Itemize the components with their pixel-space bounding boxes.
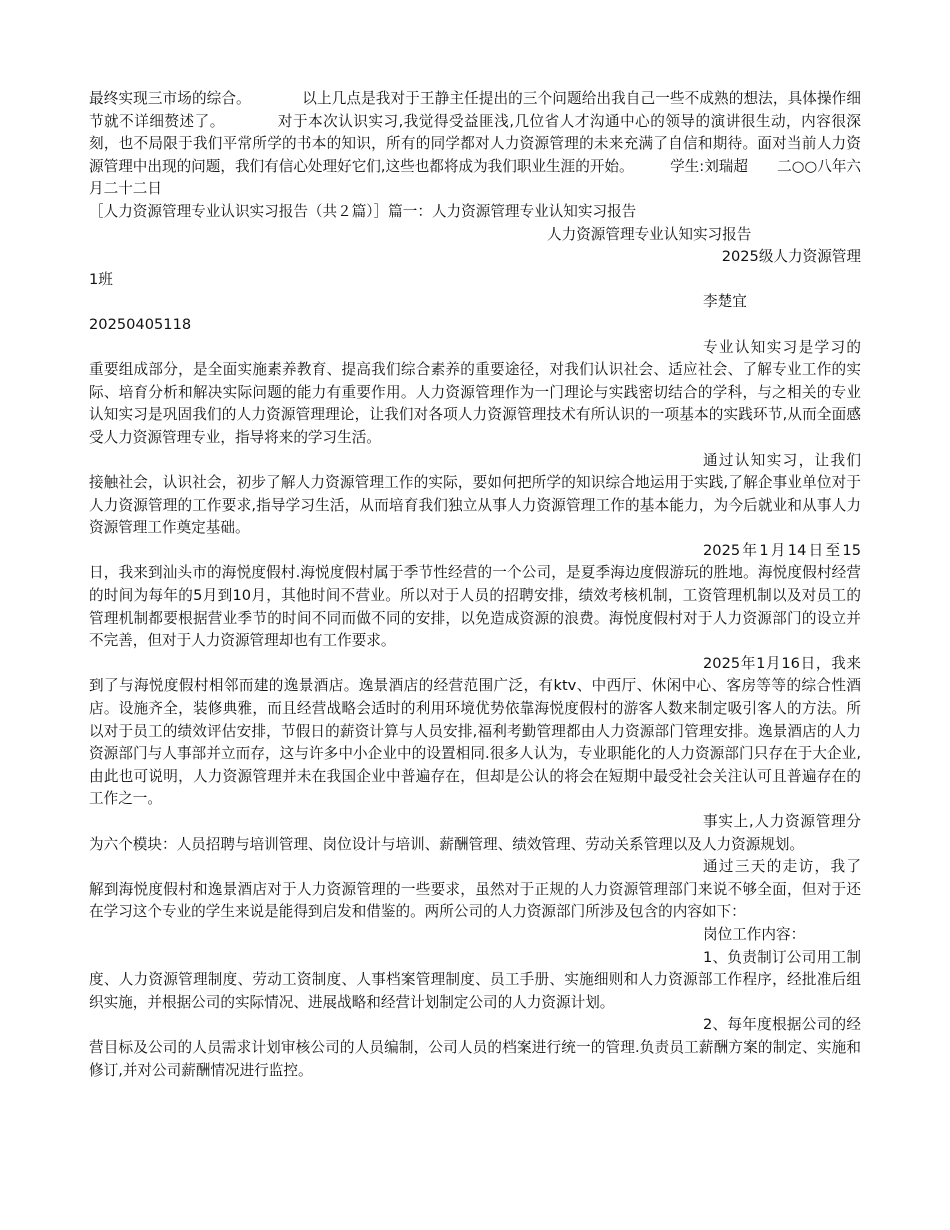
section-heading: ［人力资源管理专业认识实习报告（共２篇）］篇一：人力资源管理专业认知实习报告	[89, 202, 637, 220]
document-page	[89, 88, 861, 1082]
paragraph-3: 2025年1月14日至15日，我来到汕头市的海悦度假村.海悦度假村属于季节性经营的一个公司，是夏季海边度假游玩的胜地。海悦度假村经营的时间为每年的5月到10月，其他时间不营业。所以对于人员的招聘安排，绩效考核机制，工资管理机制以及对员工的管理机制都要根据营业季节的时间不同而做不同的安排，以免造成资源的浪费。海悦度假村对于人力资源部门的设立并不完善，但对于人力资源管理却也有工作要求。	[89, 541, 861, 650]
class-line-2: 1班	[89, 270, 113, 288]
student-name: 李楚宜	[703, 293, 747, 311]
paragraph-2: 通过认知实习，让我们接触社会，认识社会，初步了解人力资源管理工作的实际，要如何把所学的知识综合地运用于实践,了解企事业单位对于人力资源管理的工作要求,指导学习生活，从而培育我们独立从事人力资源管理工作的基本能力，为今后就业和从事人力资源管理工作奠定基础。	[89, 451, 861, 537]
student-id: 20250405118	[89, 315, 192, 333]
job-content-heading: 岗位工作内容：	[703, 925, 806, 943]
paragraph-6: 通过三天的走访，我了解到海悦度假村和逸景酒店对于人力资源管理的一些要求，虽然对于正规的人力资源管理部门来说不够全面，但对于还在学习这个专业的学生来说是能得到启发和借鉴的。两所公司的人力资源部门所涉及包含的内容如下：	[89, 858, 861, 921]
class-line-1: 2025级人力资源管理	[721, 248, 861, 266]
list-item-1: 1、负责制订公司用工制度、人力资源管理制度、劳动工资制度、人事档案管理制度、员工手册、实施细则和人力资源部工作程序，经批准后组织实施，并根据公司的实际情况、进展战略和经营计划制定公司的人力资源计划。	[89, 948, 861, 1011]
paragraph-5: 事实上,人力资源管理分为六个模块：人员招聘与培训管理、岗位设计与培训、薪酬管理、绩效管理、劳动关系管理以及人力资源规划。	[89, 813, 861, 853]
paragraph-1: 专业认知实习是学习的重要组成部分，是全面实施素养教育、提高我们综合素养的重要途径，对我们认识社会、适应社会、了解专业工作的实际、培育分析和解决实际问题的能力有重要作用。人力资源管理作为一门理论与实践密切结合的学科，与之相关的专业认知实习是巩固我们的人力资源管理理论，让我们对各项人力资源管理技术有所认识的一项基本的实践环节,从而全面感受人力资源管理专业，指导将来的学习生活。	[89, 338, 861, 446]
report-title: 人力资源管理专业认知实习报告	[547, 225, 752, 243]
list-item-2: 2、每年度根据公司的经营目标及公司的人员需求计划审核公司的人员编制，公司人员的档案进行统一的管理.负责员工薪酬方案的制定、实施和修订,并对公司薪酬情况进行监控。	[89, 1016, 861, 1079]
intro-paragraph: 最终实现三市场的综合。 以上几点是我对于王静主任提出的三个问题给出我自己一些不成熟的想法，具体操作细节就不详细赘述了。 对于本次认识实习,我觉得受益匪浅,几位省人才沟通中心的领导的演讲很生动，内容很深刻，也不局限于我们平常所学的书本的知识，所有的同学都对人力资源管理的未来充满了自信和期待。面对当前人力资源管理中出现的问题，我们有信心处理好它们,这些也都将成为我们职业生涯的开始。 学生:刘瑞超 二○○八年六月二十二日	[89, 90, 862, 198]
paragraph-4: 2025年1月16日，我来到了与海悦度假村相邻而建的逸景酒店。逸景酒店的经营范围广泛，有ktv、中西厅、休闲中心、客房等等的综合性酒店。设施齐全，装修典雅，而且经营战略会适时的利用环境优势依靠海悦度假村的游客人数来制定吸引客人的方法。所以对于员工的绩效评估安排，节假日的薪资计算与人员安排,福利考勤管理都由人力资源部门管理安排。逸景酒店的人力资源部门与人事部并立而存，这与许多中小企业中的设置相同.很多人认为，专业职能化的人力资源部门只存在于大企业,由此也可说明，人力资源管理并未在我国企业中普遍存在，但却是公认的将会在短期中最受社会关注认可且普遍存在的工作之一。	[89, 654, 861, 808]
